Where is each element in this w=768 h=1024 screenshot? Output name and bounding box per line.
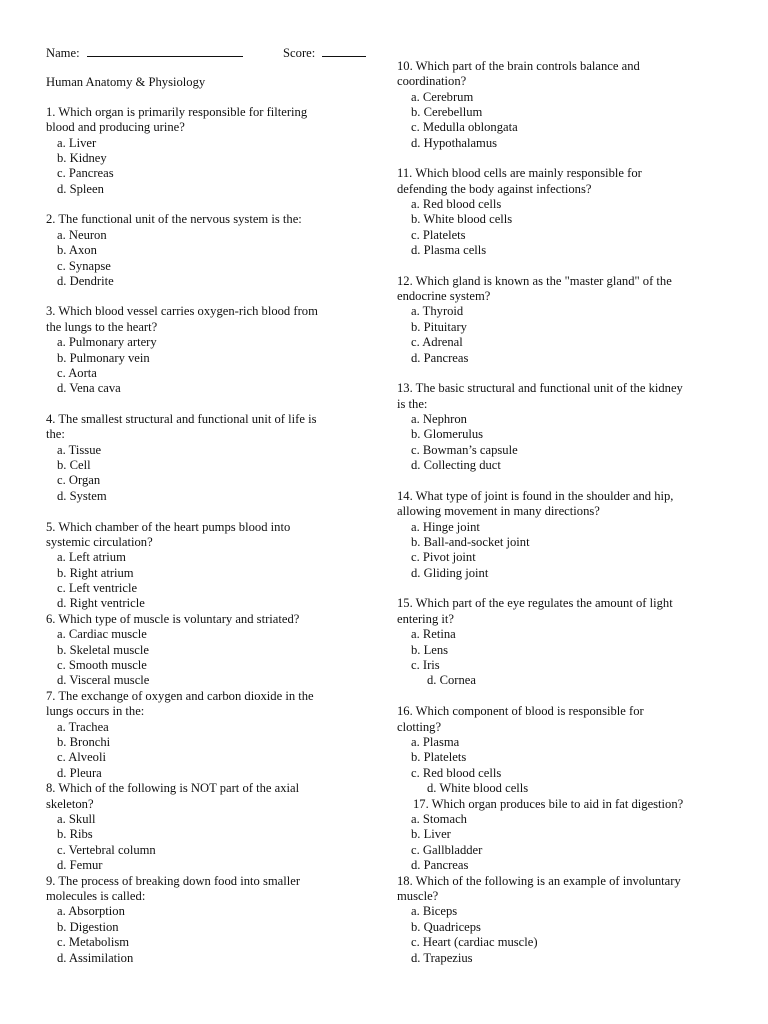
answer-option[interactable]: d. Hypothalamus: [411, 136, 498, 150]
answer-option[interactable]: b. Bronchi: [57, 735, 111, 749]
question-stem: 8. Which of the following is NOT part of the axial: [46, 781, 300, 795]
question-stem: 10. Which part of the brain controls balance and: [397, 59, 640, 73]
answer-option[interactable]: d. Visceral muscle: [57, 673, 150, 687]
answer-option[interactable]: a. Cerebrum: [411, 90, 474, 104]
answer-option[interactable]: d. Pancreas: [411, 858, 469, 872]
answer-option[interactable]: a. Cardiac muscle: [57, 627, 147, 641]
subject-title: Human Anatomy & Physiology: [46, 75, 206, 89]
score-label: Score:: [283, 46, 316, 60]
answer-option[interactable]: d. Vena cava: [57, 381, 121, 395]
answer-option[interactable]: b. Ribs: [57, 827, 93, 841]
question-stem: 11. Which blood cells are mainly responsible for: [397, 166, 642, 180]
question-stem: clotting?: [397, 720, 442, 734]
answer-option[interactable]: b. Kidney: [57, 151, 107, 165]
answer-option[interactable]: a. Neuron: [57, 228, 107, 242]
answer-option[interactable]: b. Cerebellum: [411, 105, 483, 119]
answer-option[interactable]: b. Pituitary: [411, 320, 467, 334]
answer-option[interactable]: b. Platelets: [411, 750, 467, 764]
answer-option[interactable]: c. Vertebral column: [57, 843, 156, 857]
answer-option[interactable]: d. Pleura: [57, 766, 102, 780]
answer-option[interactable]: c. Smooth muscle: [57, 658, 147, 672]
question-stem: 17. Which organ produces bile to aid in fat digestion?: [413, 797, 684, 811]
question-stem: 2. The functional unit of the nervous system is the:: [46, 212, 302, 226]
question-stem: 9. The process of breaking down food into smaller: [46, 874, 301, 888]
question-stem: muscle?: [397, 889, 439, 903]
answer-option[interactable]: b. Pulmonary vein: [57, 351, 150, 365]
answer-option[interactable]: a. Biceps: [411, 904, 458, 918]
question-stem: coordination?: [397, 74, 467, 88]
name-field[interactable]: [87, 44, 243, 57]
answer-option[interactable]: a. Red blood cells: [411, 197, 502, 211]
answer-option[interactable]: d. Cornea: [427, 673, 476, 687]
question-stem: 6. Which type of muscle is voluntary and striated?: [46, 612, 300, 626]
answer-option[interactable]: a. Hinge joint: [411, 520, 480, 534]
answer-option[interactable]: a. Skull: [57, 812, 96, 826]
question-stem: blood and producing urine?: [46, 120, 185, 134]
question-stem: entering it?: [397, 612, 454, 626]
answer-option[interactable]: b. White blood cells: [411, 212, 513, 226]
answer-option[interactable]: d. Right ventricle: [57, 596, 145, 610]
header-row: [46, 44, 366, 59]
answer-option[interactable]: c. Bowman’s capsule: [411, 443, 518, 457]
answer-option[interactable]: c. Alveoli: [57, 750, 106, 764]
answer-option[interactable]: b. Liver: [411, 827, 451, 841]
answer-option[interactable]: c. Adrenal: [411, 335, 463, 349]
answer-option[interactable]: d. Spleen: [57, 182, 104, 196]
question-stem: 5. Which chamber of the heart pumps blood into: [46, 520, 291, 534]
answer-option[interactable]: c. Red blood cells: [411, 766, 502, 780]
question-stem: 4. The smallest structural and functional unit of life is: [46, 412, 317, 426]
answer-option[interactable]: c. Gallbladder: [411, 843, 483, 857]
answer-option[interactable]: a. Absorption: [57, 904, 125, 918]
answer-option[interactable]: d. System: [57, 489, 107, 503]
question-stem: is the:: [397, 397, 428, 411]
answer-option[interactable]: a. Pulmonary artery: [57, 335, 157, 349]
answer-option[interactable]: a. Stomach: [411, 812, 467, 826]
answer-option[interactable]: d. Pancreas: [411, 351, 469, 365]
answer-option[interactable]: c. Medulla oblongata: [411, 120, 518, 134]
answer-option[interactable]: d. Dendrite: [57, 274, 114, 288]
question-stem: endocrine system?: [397, 289, 491, 303]
answer-option[interactable]: d. Assimilation: [57, 951, 134, 965]
answer-option[interactable]: a. Nephron: [411, 412, 467, 426]
answer-option[interactable]: b. Ball-and-socket joint: [411, 535, 530, 549]
answer-option[interactable]: c. Metabolism: [57, 935, 130, 949]
question-stem: 1. Which organ is primarily responsible for filtering: [46, 105, 308, 119]
answer-option[interactable]: c. Left ventricle: [57, 581, 138, 595]
answer-option[interactable]: c. Aorta: [57, 366, 97, 380]
question-stem: 12. Which gland is known as the "master gland" of the: [397, 274, 672, 288]
question-stem: lungs occurs in the:: [46, 704, 145, 718]
answer-option[interactable]: a. Liver: [57, 136, 97, 150]
answer-option[interactable]: b. Cell: [57, 458, 91, 472]
question-stem: allowing movement in many directions?: [397, 504, 600, 518]
question-stem: the lungs to the heart?: [46, 320, 158, 334]
answer-option[interactable]: d. White blood cells: [427, 781, 529, 795]
question-stem: 15. Which part of the eye regulates the amount of light: [397, 596, 673, 610]
answer-option[interactable]: a. Left atrium: [57, 550, 126, 564]
question-stem: the:: [46, 427, 65, 441]
answer-option[interactable]: a. Retina: [411, 627, 456, 641]
answer-option[interactable]: d. Trapezius: [411, 951, 473, 965]
answer-option[interactable]: c. Pivot joint: [411, 550, 476, 564]
answer-option[interactable]: d. Gliding joint: [411, 566, 489, 580]
answer-option[interactable]: d. Collecting duct: [411, 458, 501, 472]
answer-option[interactable]: b. Glomerulus: [411, 427, 484, 441]
answer-option[interactable]: b. Skeletal muscle: [57, 643, 149, 657]
question-stem: 13. The basic structural and functional unit of the kidney: [397, 381, 683, 395]
answer-option[interactable]: c. Iris: [411, 658, 440, 672]
answer-option[interactable]: c. Platelets: [411, 228, 466, 242]
answer-option[interactable]: b. Right atrium: [57, 566, 134, 580]
answer-option[interactable]: c. Organ: [57, 473, 101, 487]
question-stem: 18. Which of the following is an example of involuntary: [397, 874, 681, 888]
question-stem: 3. Which blood vessel carries oxygen-rich blood from: [46, 304, 318, 318]
score-field[interactable]: [322, 44, 366, 57]
question-stem: defending the body against infections?: [397, 182, 592, 196]
answer-option[interactable]: d. Femur: [57, 858, 103, 872]
question-stem: molecules is called:: [46, 889, 146, 903]
answer-option[interactable]: b. Quadriceps: [411, 920, 481, 934]
question-stem: 7. The exchange of oxygen and carbon dioxide in the: [46, 689, 314, 703]
answer-option[interactable]: b. Digestion: [57, 920, 119, 934]
question-stem: skeleton?: [46, 797, 94, 811]
answer-option[interactable]: a. Thyroid: [411, 304, 464, 318]
answer-option[interactable]: c. Synapse: [57, 259, 111, 273]
answer-option[interactable]: b. Lens: [411, 643, 449, 657]
answer-option[interactable]: c. Pancreas: [57, 166, 114, 180]
answer-option[interactable]: c. Heart (cardiac muscle): [411, 935, 538, 949]
question-stem: 16. Which component of blood is responsible for: [397, 704, 644, 718]
question-stem: systemic circulation?: [46, 535, 153, 549]
question-stem: 14. What type of joint is found in the shoulder and hip,: [397, 489, 674, 503]
answer-option[interactable]: a. Trachea: [57, 720, 109, 734]
answer-option[interactable]: a. Plasma: [411, 735, 460, 749]
answer-option[interactable]: a. Tissue: [57, 443, 102, 457]
name-label: Name:: [46, 46, 80, 60]
answer-option[interactable]: b. Axon: [57, 243, 97, 257]
answer-option[interactable]: d. Plasma cells: [411, 243, 487, 257]
